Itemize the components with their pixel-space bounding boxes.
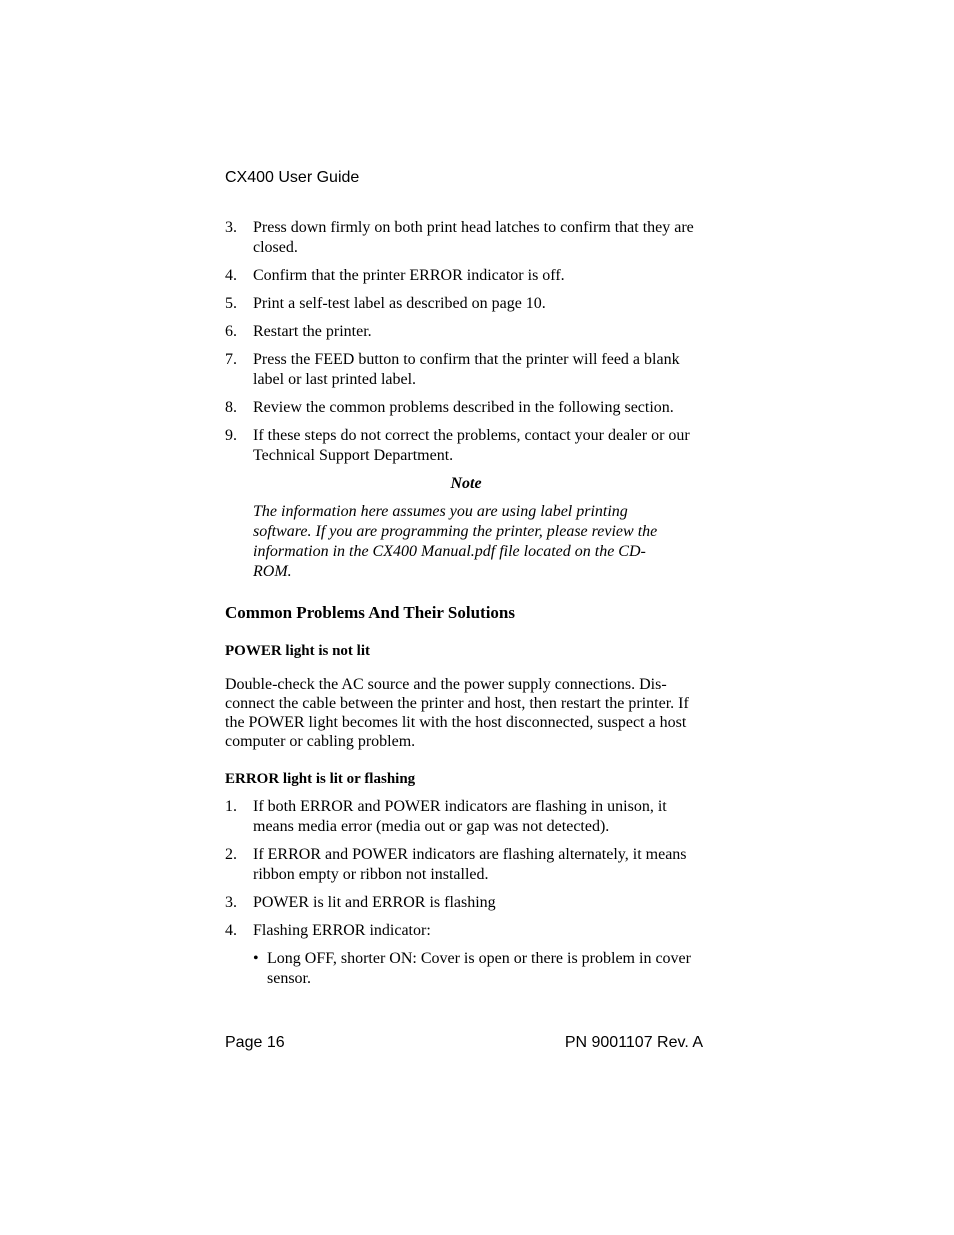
- list-item: [225, 845, 705, 885]
- step-number: 7.: [225, 351, 237, 368]
- running-header: CX400 User Guide: [225, 169, 360, 186]
- list-item: [225, 294, 705, 314]
- step-number: 1.: [225, 798, 237, 815]
- step-number: 3.: [225, 219, 237, 236]
- list-item: [225, 266, 705, 286]
- list-item: [225, 322, 705, 342]
- page-content: [225, 218, 705, 989]
- step-number: 8.: [225, 399, 237, 416]
- power-paragraph: Double-check the AC source and the power supply connections. Dis-connect the cable between the printer and host, then restart the printer. If the POWER light becomes lit with the host disconnected, suspect a host computer or cabling problem.: [225, 676, 689, 750]
- step-text: Review the common problems described in the following section.: [253, 399, 674, 416]
- step-number: 5.: [225, 295, 237, 312]
- step-text: Press down firmly on both print head latches to confirm that they are closed.: [253, 219, 694, 256]
- step-text: Flashing ERROR indicator:: [253, 922, 431, 939]
- list-item: [225, 218, 705, 258]
- step-text: Press the FEED button to confirm that the printer will feed a blank label or last printed label.: [253, 351, 680, 388]
- step-number: 6.: [225, 323, 237, 340]
- step-text: Restart the printer.: [253, 323, 372, 340]
- step-number: 4.: [225, 922, 237, 939]
- list-item: [225, 797, 705, 837]
- bullet-text: Long OFF, shorter ON: Cover is open or there is problem in cover sensor.: [267, 950, 691, 987]
- list-item: [225, 398, 705, 418]
- power-heading: POWER light is not lit: [225, 643, 371, 659]
- list-item: [225, 426, 705, 466]
- step-number: 4.: [225, 267, 237, 284]
- step-number: 3.: [225, 894, 237, 911]
- page-number: Page 16: [225, 1034, 285, 1051]
- list-item: [225, 893, 705, 913]
- step-number: 2.: [225, 846, 237, 863]
- step-text: If both ERROR and POWER indicators are flashing in unison, it means media error (media out or gap was not detected).: [253, 798, 667, 835]
- step-text: Confirm that the printer ERROR indicator is off.: [253, 267, 565, 284]
- step-number: 9.: [225, 427, 237, 444]
- error-heading: ERROR light is lit or flashing: [225, 771, 416, 787]
- step-text: If ERROR and POWER indicators are flashing alternately, it means ribbon empty or ribbon not installed.: [253, 846, 687, 883]
- note-body: The information here assumes you are using label printing software. If you are programming the printer, please review the information in the CX400 Manual.pdf file located on the CD-ROM.: [253, 503, 658, 580]
- step-text: Print a self-test label as described on page 10.: [253, 295, 546, 312]
- step-text: POWER is lit and ERROR is flashing: [253, 894, 496, 911]
- note-title: Note: [450, 475, 482, 492]
- section-heading: Common Problems And Their Solutions: [225, 603, 516, 622]
- step-text: If these steps do not correct the problems, contact your dealer or our Technical Support Department.: [253, 427, 690, 464]
- part-number: PN 9001107 Rev. A: [564, 1034, 703, 1051]
- bullet-item: [225, 949, 705, 989]
- bullet-symbol: •: [253, 950, 259, 967]
- list-item: [225, 350, 705, 390]
- list-item: [225, 921, 705, 941]
